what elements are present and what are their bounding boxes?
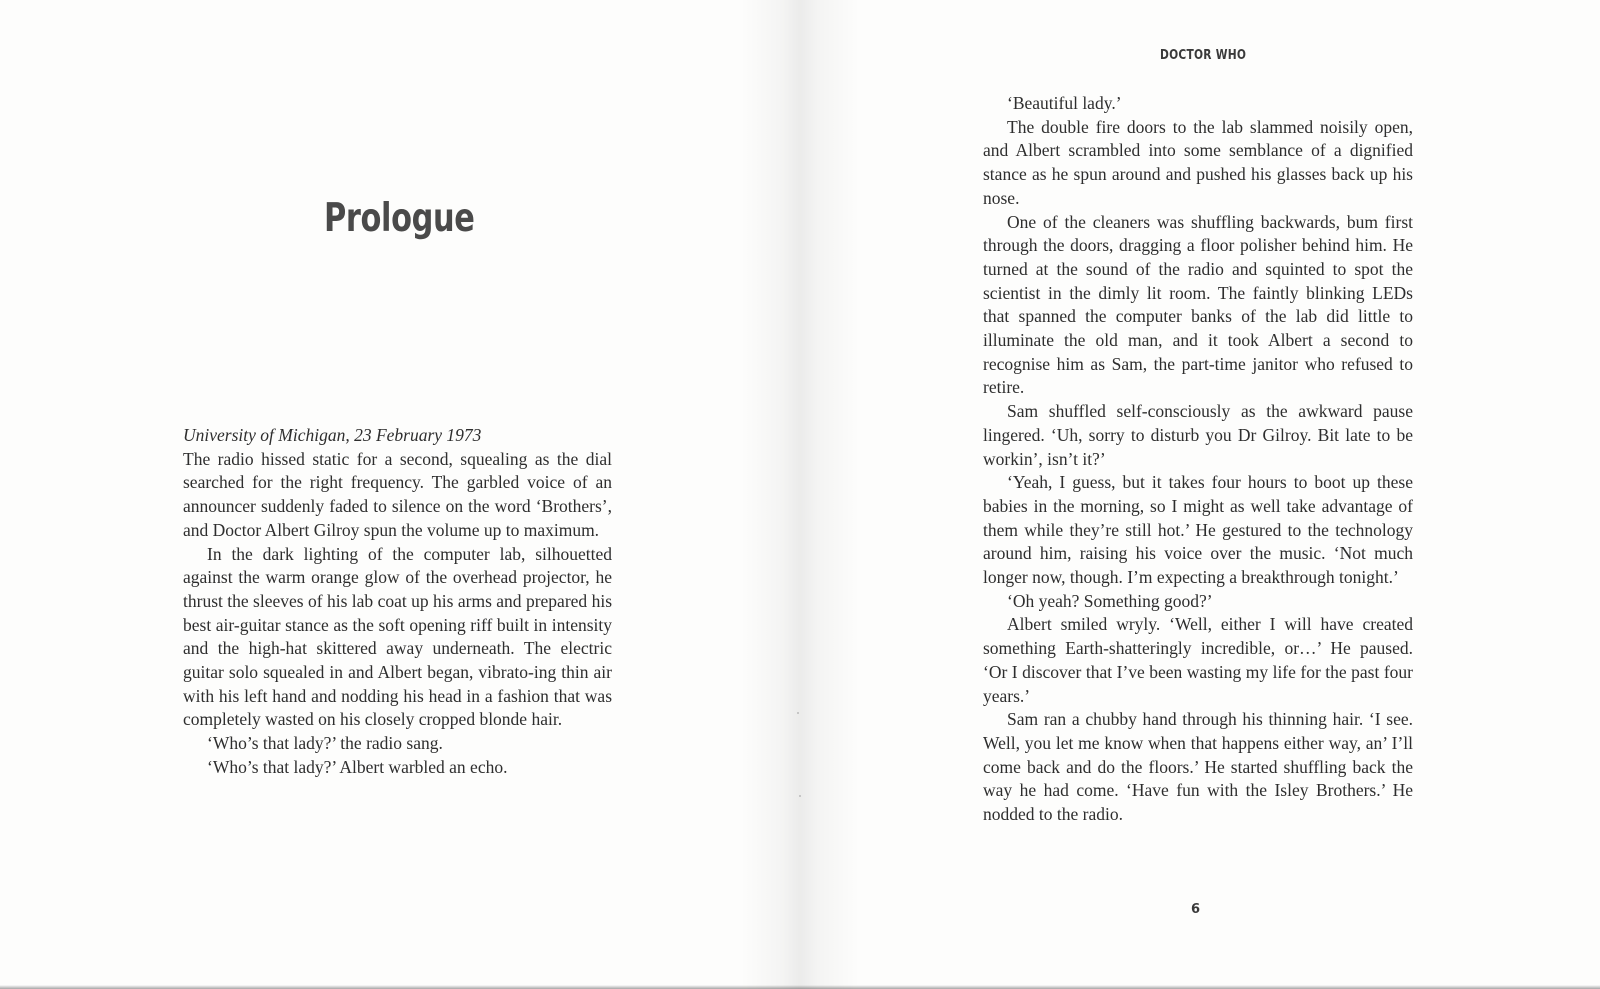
paragraph: ‘Yeah, I guess, but it takes four hours to boot up these babies in the morning, so I might as well take advantage of them while they’re still hot.’ He gestured to the technology around him, raising his voice over the music. ‘Not much longer now, though. I’m expecting a breakthrough tonight.’ — [983, 472, 1413, 588]
page-bottom-edge — [0, 985, 1600, 989]
paragraph: The radio hissed static for a second, squealing as the dial searched for the right frequency. The garbled voice of an announcer suddenly faded to silence on the word ‘Brothers’, and Doctor Albert Gilroy spun the volume up to maximum. — [183, 448, 612, 540]
paragraph: ‘Who’s that lady?’ Albert warbled an echo. — [207, 756, 508, 777]
paragraph: In the dark lighting of the computer lab, silhouetted against the warm orange glow of the overhead projector, he thrust the sleeves of his lab coat up his arms and prepared his best air-guitar stance as the soft opening riff built in intensity and the high-hat skittered away underneath. The electric guitar solo squealed in and Albert began, vibrato-ing thin air with his left hand and nodding his head in a fashion that was completely wasted on his closely cropped blonde hair. — [183, 543, 612, 730]
paragraph: Albert smiled wryly. ‘Well, either I will have created something Earth-shatteringly incredible, or…’ He paused. ‘Or I discover that I’ve been wasting my life for the past four years.’ — [983, 614, 1413, 706]
paragraph: Sam ran a chubby hand through his thinning hair. ‘I see. Well, you let me know when that happens either way, an’ I’ll come back and do the floors.’ He started shuffling back the way he had come. ‘Have fun with the Isley Brothers.’ He nodded to the radio. — [983, 709, 1413, 825]
paper-speck — [799, 795, 801, 797]
paper-speck — [797, 712, 799, 714]
page-number: 6 — [1191, 902, 1201, 917]
paragraph: ‘Oh yeah? Something good?’ — [1007, 590, 1213, 611]
chapter-title: Prologue — [324, 196, 475, 241]
paragraph: ‘Who’s that lady?’ the radio sang. — [207, 733, 443, 754]
running-head: DOCTOR WHO — [1160, 48, 1247, 63]
paragraph: One of the cleaners was shuffling backwards, bum first through the doors, dragging a floor polisher behind him. He turned at the sound of the radio and squinted to spot the scientist in the dimly lit room. The faintly blinking LEDs that spanned the computer banks of the lab did little to illuminate the old man, and it took Albert a second to recognise him as Sam, the part-time janitor who refused to retire. — [983, 211, 1413, 398]
paragraph: ‘Beautiful lady.’ — [1007, 93, 1122, 113]
paragraph: The double fire doors to the lab slammed noisily open, and Albert scrambled into some semblance of a dignified stance as he spun around and pushed his glasses back up his nose. — [983, 116, 1413, 208]
left-page-body — [183, 424, 612, 780]
paragraph: Sam shuffled self-consciously as the awkward pause lingered. ‘Uh, sorry to disturb you Dr Gilroy. Bit late to be workin’, isn’t it?’ — [983, 401, 1413, 469]
right-page-body — [983, 92, 1413, 827]
location-line: University of Michigan, 23 February 1973 — [183, 425, 482, 445]
